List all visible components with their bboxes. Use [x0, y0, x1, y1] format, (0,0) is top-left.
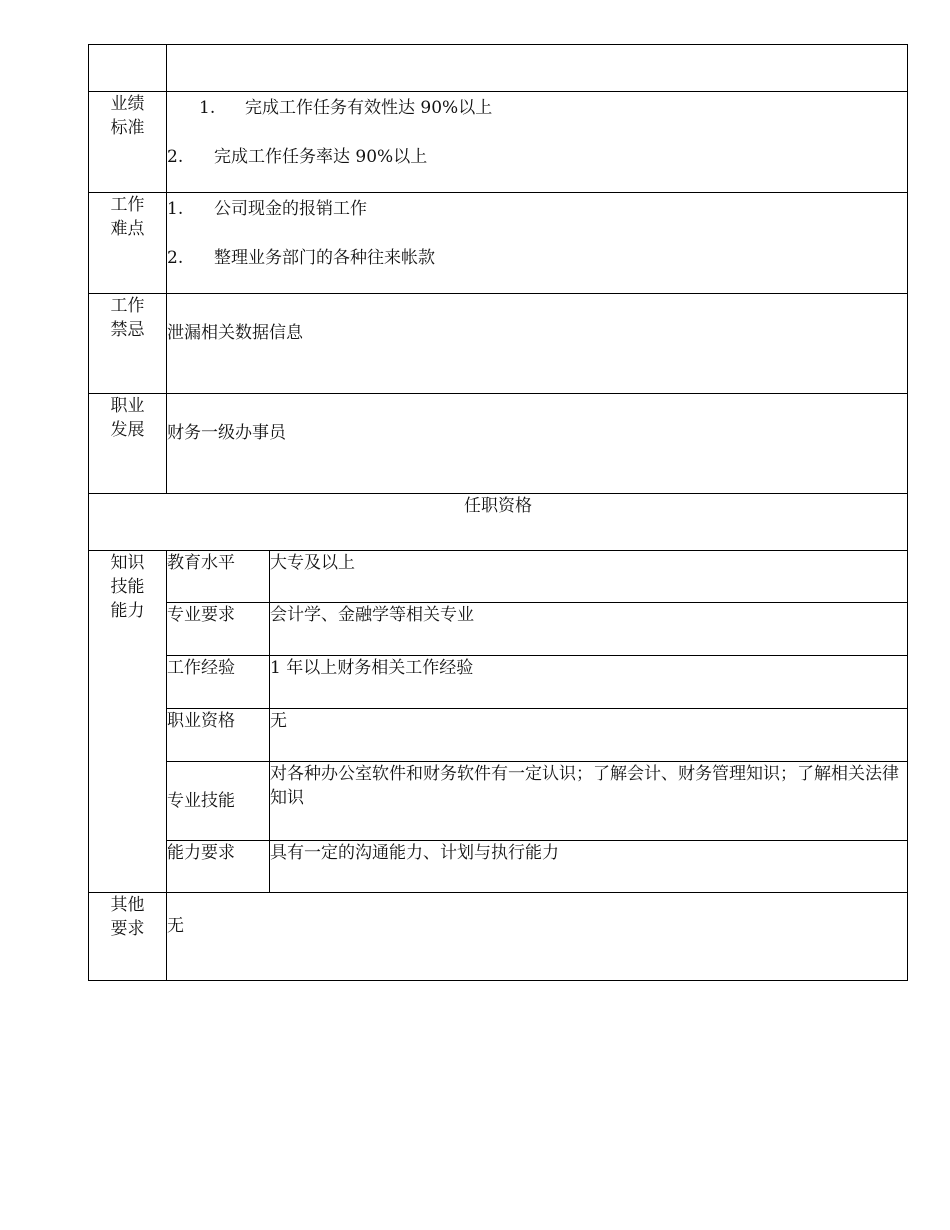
other-content — [167, 893, 908, 981]
qualification-header: 任职资格 — [89, 494, 908, 551]
knowledge-row-major — [89, 603, 908, 656]
other-label: 其他 要求 — [89, 893, 167, 981]
certification-value: 无 — [270, 709, 908, 762]
performance-content — [167, 92, 908, 193]
certification-label: 职业资格 — [167, 709, 270, 762]
skills-label: 专业技能 — [167, 762, 270, 841]
taboo-label: 工作 禁忌 — [89, 294, 167, 394]
difficulty-content — [167, 193, 908, 294]
ability-value: 具有一定的沟通能力、计划与执行能力 — [270, 841, 908, 893]
performance-item-1: 1. 完成工作任务有效性达 90%以上 — [199, 98, 493, 118]
taboo-content — [167, 294, 908, 394]
experience-label: 工作经验 — [167, 656, 270, 709]
major-label: 专业要求 — [167, 603, 270, 656]
career-row — [89, 394, 908, 494]
knowledge-row-certification — [89, 709, 908, 762]
other-row — [89, 893, 908, 981]
empty-content-cell — [167, 45, 908, 92]
difficulty-row — [89, 193, 908, 294]
empty-label-cell — [89, 45, 167, 92]
empty-row — [89, 45, 908, 92]
skills-value: 对各种办公室软件和财务软件有一定认识；了解会计、财务管理知识；了解相关法律知识 — [270, 762, 908, 841]
experience-value: 1 年以上财务相关工作经验 — [270, 656, 908, 709]
performance-item-2: 2. 完成工作任务率达 90%以上 — [167, 147, 428, 167]
education-label: 教育水平 — [167, 551, 270, 603]
ability-label: 能力要求 — [167, 841, 270, 893]
knowledge-row-ability — [89, 841, 908, 893]
performance-label: 业绩 标准 — [89, 92, 167, 193]
difficulty-item-1: 1. 公司现金的报销工作 — [167, 199, 367, 219]
taboo-text: 泄漏相关数据信息 — [167, 323, 303, 343]
knowledge-row-skills — [89, 762, 908, 841]
job-description-table — [88, 44, 908, 981]
qualification-header-row — [89, 494, 908, 551]
knowledge-row-experience — [89, 656, 908, 709]
career-label: 职业 发展 — [89, 394, 167, 494]
difficulty-item-2: 2. 整理业务部门的各种往来帐款 — [167, 248, 435, 268]
education-value: 大专及以上 — [270, 551, 908, 603]
knowledge-row-education — [89, 551, 908, 603]
knowledge-label: 知识 技能 能力 — [89, 551, 167, 893]
other-text: 无 — [167, 916, 184, 936]
difficulty-label: 工作 难点 — [89, 193, 167, 294]
taboo-row — [89, 294, 908, 394]
career-content — [167, 394, 908, 494]
career-text: 财务一级办事员 — [167, 423, 286, 443]
major-value: 会计学、金融学等相关专业 — [270, 603, 908, 656]
performance-row — [89, 92, 908, 193]
